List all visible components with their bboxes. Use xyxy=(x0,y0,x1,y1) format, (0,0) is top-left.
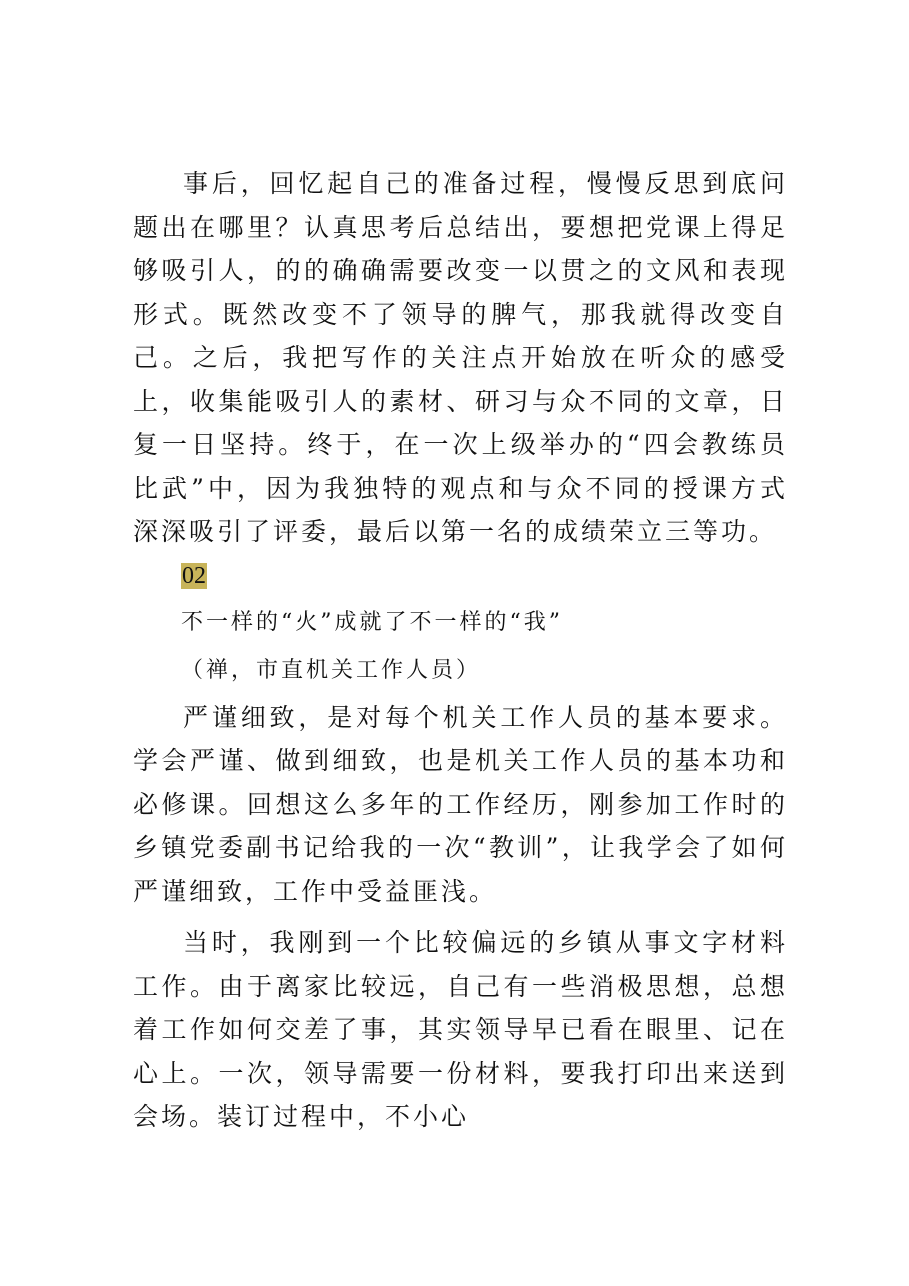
section-number-row xyxy=(133,560,788,596)
section-number-badge: 02 xyxy=(182,562,206,589)
section-author: （禅，市直机关工作人员） xyxy=(181,657,482,683)
document-body xyxy=(133,162,788,1139)
paragraph-rigor: 严谨细致，是对每个机关工作人员的基本要求。学会严谨、做到细致，也是机关工作人员的基本功和必修课。回想这么多年的工作经历，刚参加工作时的乡镇党委副书记给我的一次“教训”，让我学会了如何严谨细致，工作中受益匪浅。 xyxy=(133,702,788,906)
paragraph-story: 当时，我刚到一个比较偏远的乡镇从事文字材料工作。由于离家比较远，自己有一些消极思想，总想着工作如何交差了事，其实领导早已看在眼里、记在心上。一次，领导需要一份材料，要我打印出来送到会场。装订过程中，不小心 xyxy=(133,928,788,1131)
section-title: 不一样的“火”成就了不一样的“我” xyxy=(181,609,563,635)
paragraph-reflection: 事后，回忆起自己的准备过程，慢慢反思到底问题出在哪里？认真思考后总结出，要想把党课上得足够吸引人，的的确确需要改变一以贯之的文风和表现形式。既然改变不了领导的脾气，那我就得改变自己。之后，我把写作的关注点开始放在听众的感受上，收集能吸引人的素材、研习与众不同的文章，日复一日坚持。终于，在一次上级举办的“四会教练员比武”中，因为我独特的观点和与众不同的授课方式深深吸引了评委，最后以第一名的成绩荣立三等功。 xyxy=(133,169,788,546)
